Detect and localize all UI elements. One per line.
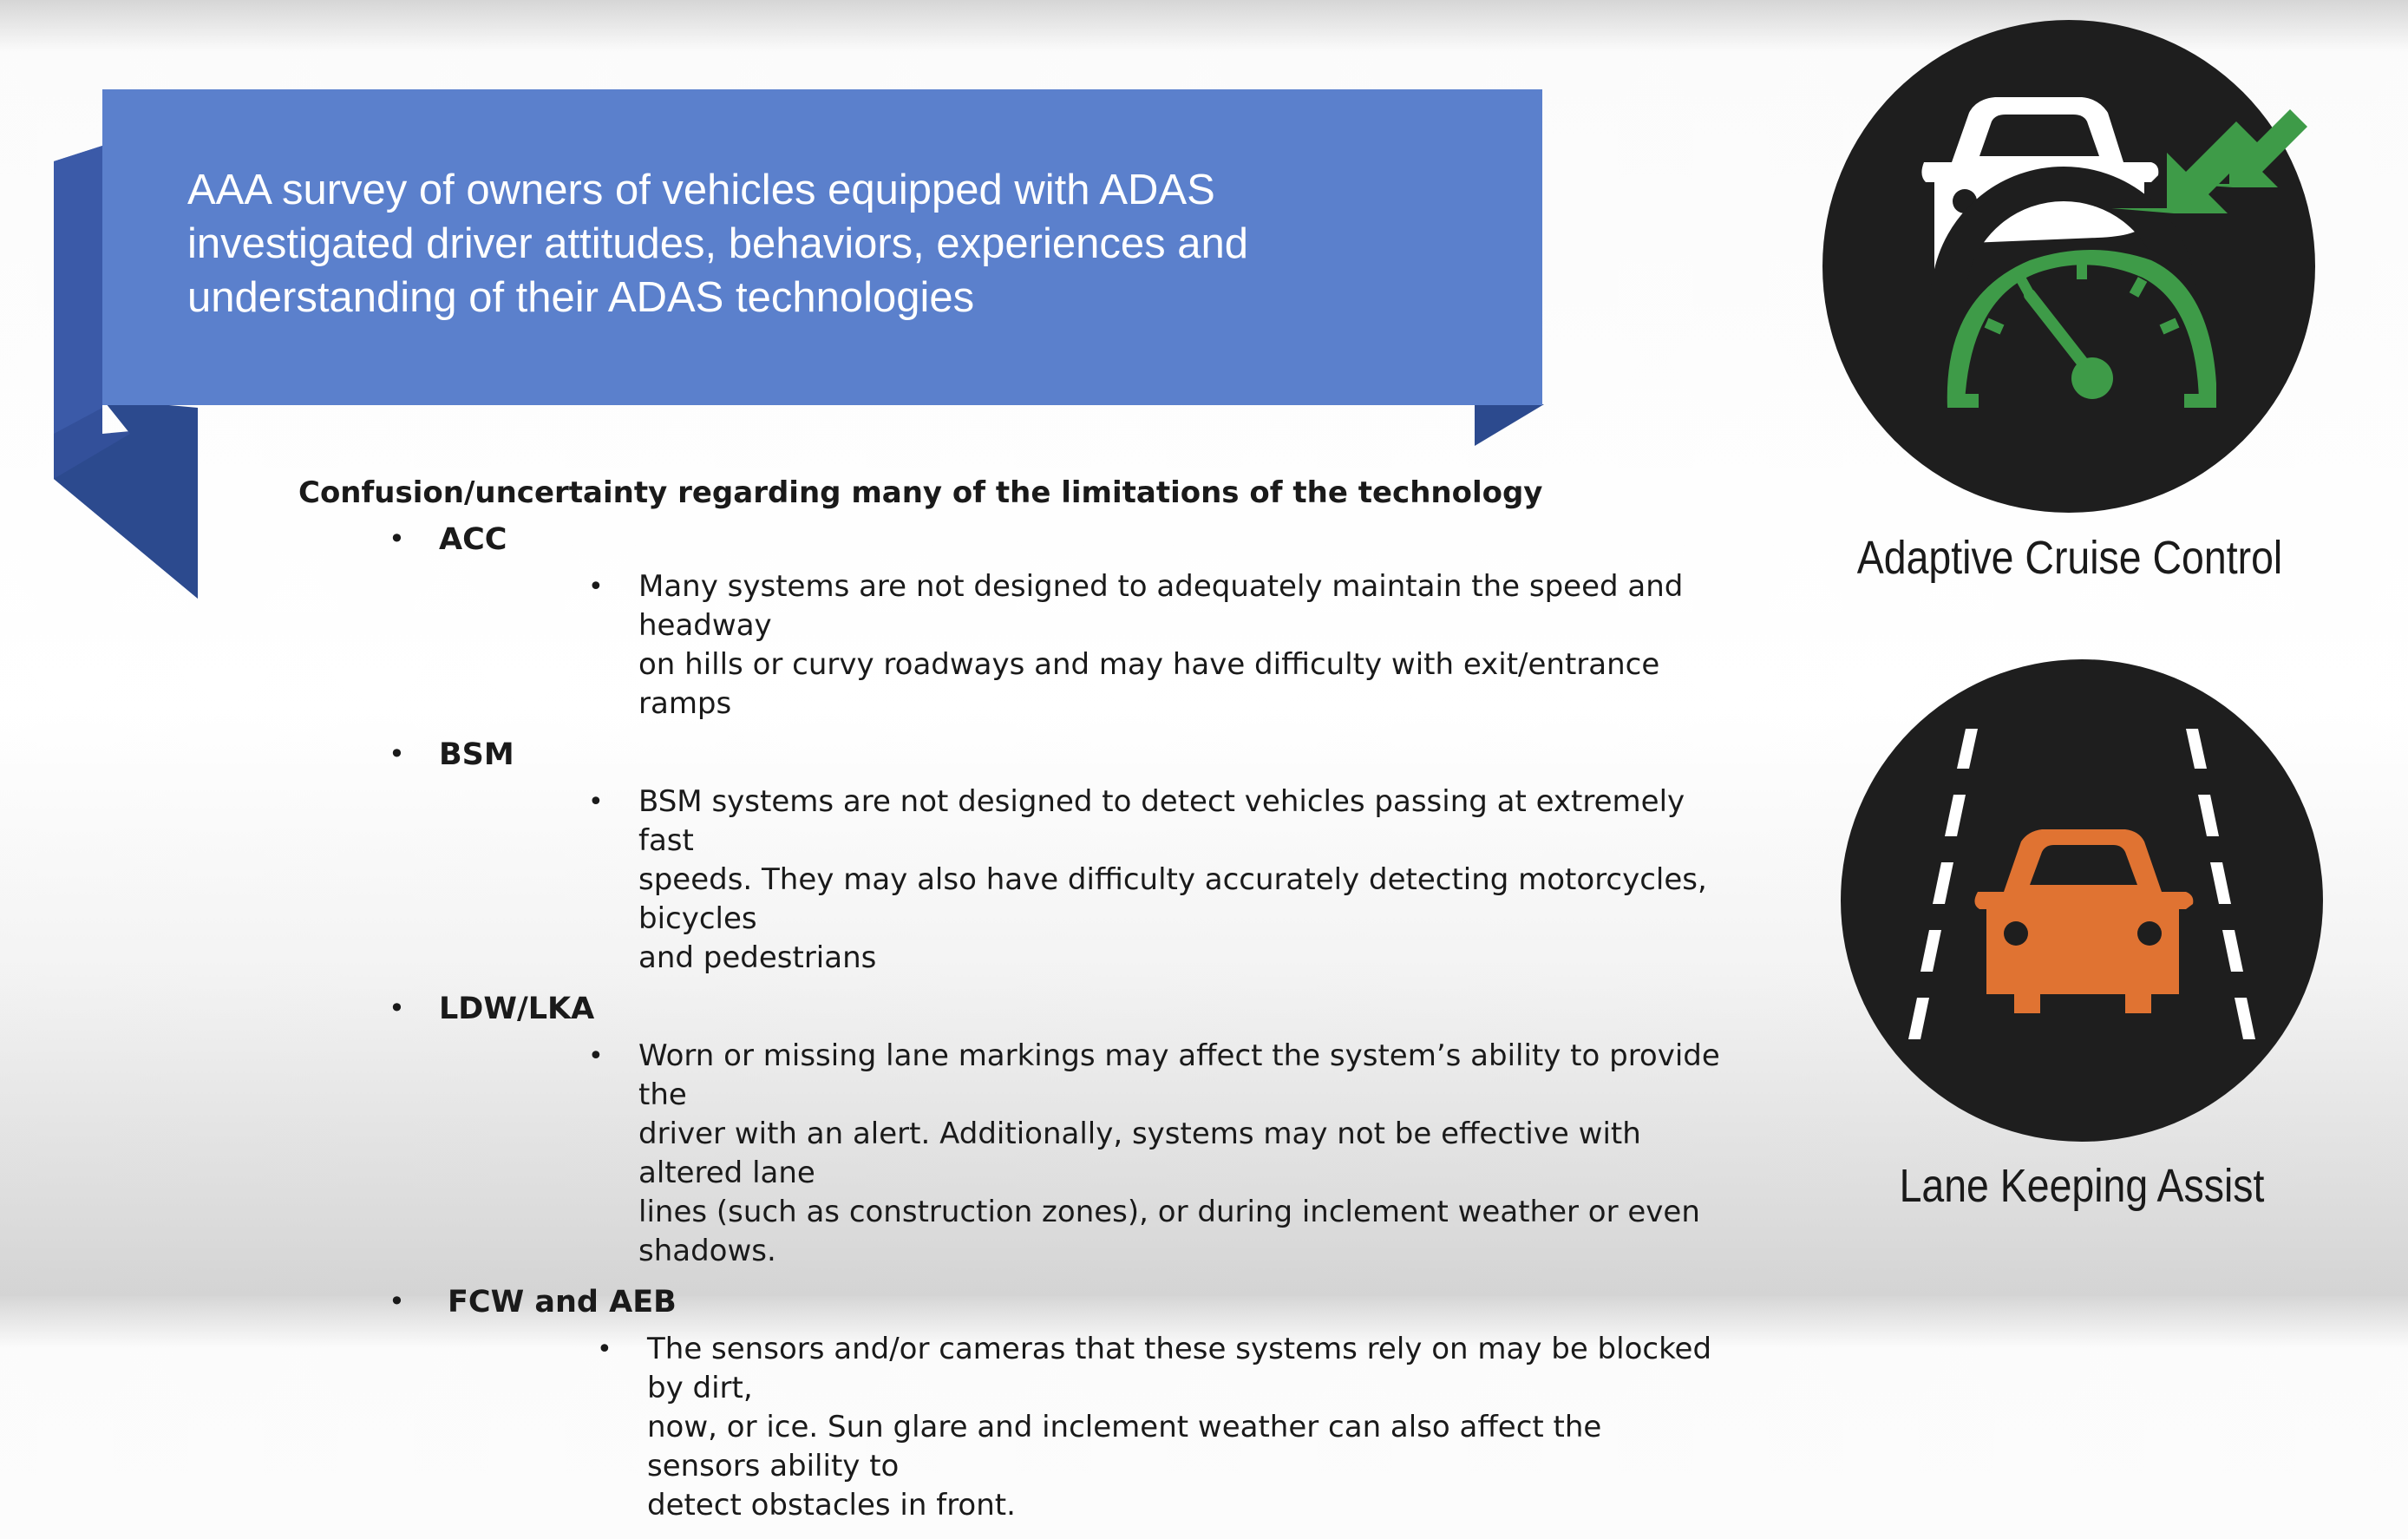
banner-title — [187, 163, 1489, 324]
item-detail — [439, 1037, 1721, 1271]
ribbon-right-tail — [1475, 404, 1544, 446]
item-detail — [439, 567, 1721, 724]
detail-line: on hills or curvy roadways and may have difficulty with exit/entrance ramps — [638, 647, 1660, 721]
list-item-fcw-aeb — [298, 1285, 1721, 1525]
detail-line: driver with an alert. Additionally, systems may not be effective with altered lane — [638, 1117, 1641, 1190]
detail-line: now, or ice. Sun glare and inclement weather can also affect the sensors ability to — [647, 1410, 1602, 1483]
lane-keeping-assist-icon — [1839, 658, 2325, 1147]
list-item-acc — [298, 522, 1721, 724]
item-detail — [439, 783, 1721, 978]
acc-icon-label: Adaptive Cruise Control — [1856, 532, 2283, 584]
adaptive-cruise-control-icon — [1822, 19, 2316, 517]
limitations-list — [298, 475, 1721, 1539]
item-label: • ACC — [439, 522, 507, 557]
item-label: • FCW and AEB — [448, 1285, 677, 1320]
detail-line: speeds. They may also have difficulty accurately detecting motorcycles, bicycles — [638, 862, 1707, 936]
detail-line: • BSM systems are not designed to detect vehicles passing at extremely fast — [638, 784, 1685, 858]
banner-title-line: understanding of their ADAS technologies — [187, 274, 975, 321]
list-item-ldw-lka — [298, 992, 1721, 1271]
detail-line: • Worn or missing lane markings may affect the system’s ability to provide the — [638, 1038, 1720, 1112]
item-label: • BSM — [439, 737, 514, 772]
section-heading: Confusion/uncertainty regarding many of the limitations of the technology — [298, 475, 1543, 510]
list-item-bsm — [298, 737, 1721, 978]
lka-icon-label: Lane Keeping Assist — [1899, 1160, 2265, 1212]
item-detail — [448, 1330, 1721, 1525]
detail-line: detect obstacles in front. — [647, 1488, 1016, 1523]
detail-line: lines (such as construction zones), or during inclement weather or even shadows. — [638, 1195, 1700, 1268]
item-label: • LDW/LKA — [439, 992, 595, 1026]
banner-title-line: AAA survey of owners of vehicles equipped with ADAS — [187, 167, 1215, 213]
detail-line: • Many systems are not designed to adequately maintain the speed and headway — [638, 569, 1684, 643]
detail-line: • The sensors and/or cameras that these systems rely on may be blocked by dirt, — [647, 1332, 1712, 1405]
detail-line: and pedestrians — [638, 940, 877, 975]
banner-title-line: investigated driver attitudes, behaviors, experiences and — [187, 220, 1248, 267]
ribbon-left-shade — [54, 146, 102, 434]
